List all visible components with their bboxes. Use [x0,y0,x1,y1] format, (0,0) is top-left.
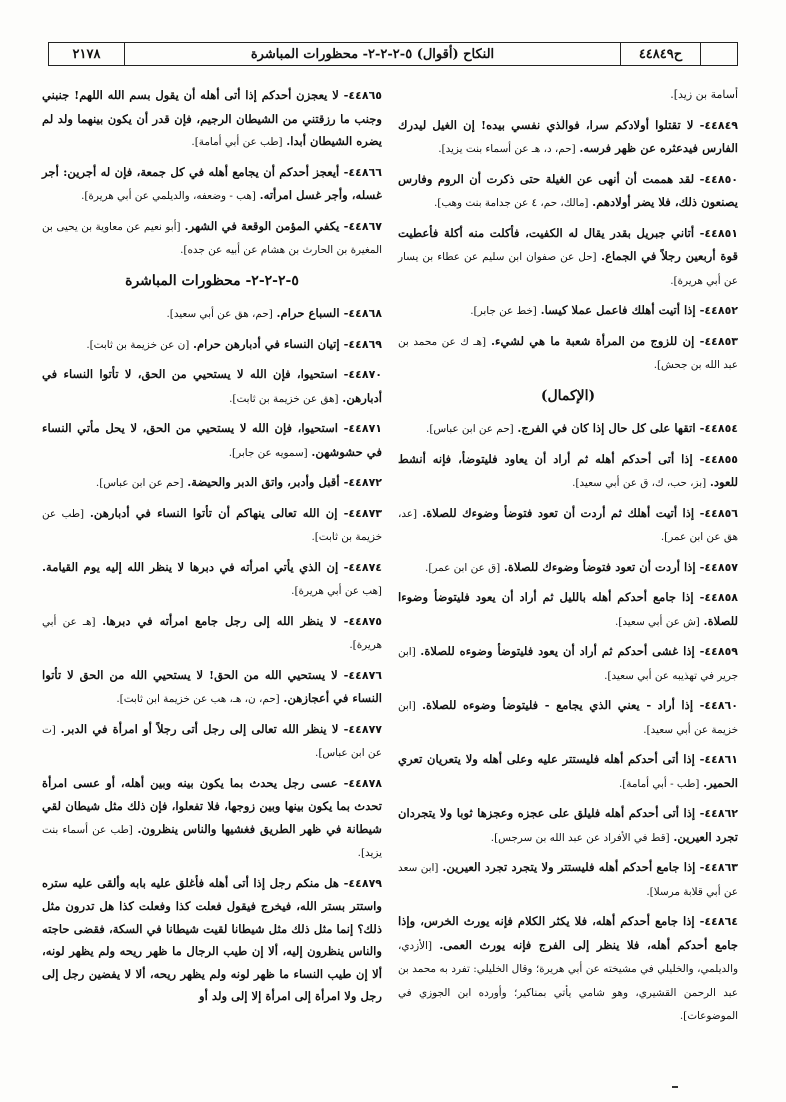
hadith-text: - السباع حرام. [276,306,349,320]
hadith-number: ٤٤٨٦٠ [704,699,738,712]
hadith-entry [398,502,738,549]
hadith-source: [هب - وضعفه، والديلمي عن أبي هريرة]. [81,190,256,202]
hadith-entry [398,168,738,215]
hadith-source: [هـ ك عن محمد بن عبد الله بن جحش]. [398,335,738,371]
hadith-entry [42,556,382,603]
hadith-entry [398,748,738,795]
hadith-entry [398,856,738,903]
hadith-entry [398,114,738,161]
hadith-text: - إن الذي يأتي امرأته في دبرها لا ينظر الله إليه يوم القيامة. [42,559,349,574]
left-column [42,84,382,1016]
hadith-source: [طب عن خزيمة بن ثابت]. [42,507,382,543]
hadith-source: [طب عن أبي أمامة]. [191,136,283,148]
hadith-text: - إذا أتى أحدكم أهله ثم أراد أن يعاود فليتوضأ، فإنه أنشط للعود. [398,451,738,489]
hadith-entry [398,556,738,580]
hadith-number: ٤٤٨٥٠ [704,172,738,186]
hadith-source: [طب عن أسماء بنت يزيد]. [42,823,382,859]
hadith-number: ٤٤٨٤٩ [704,118,738,132]
hadith-source: [ن عن خزيمة بن ثابت]. [86,338,190,351]
hadith-text: - استحيوا، فإن الله لا يستحيي من الحق، لا يحل مأتي النساء في حشوشهن. [42,421,382,459]
hadith-number: ٤٤٨٧٨ [348,776,382,790]
hadith-entry [42,872,382,1009]
hadith-number: ٤٤٨٦٨ [348,307,382,320]
hadith-text: - استحيوا، فإن الله لا يستحيي من الحق، لا تأتوا النساء في أدبارهن. [42,367,382,405]
hadith-entry [42,718,382,765]
hadith-text: - لا يعجزن أحدكم إذا أتى أهله أن يقول بسم الله اللهم! جنبني وجنب ما رزقتني من الشيطان الرجيم، فإن قدر أن يكون بينهما ولد لم يضره الشيطان أبدا. [42,88,382,148]
hadith-source: [مالك، حم، ٤ عن جدامة بنت وهب]. [434,197,589,209]
hadith-source: [هـ عن أبي هريرة]. [42,615,382,651]
hadith-entry [398,694,738,741]
hadith-text: - إذا أتى أحدكم أهله فليستتر عليه وعلى أهله ولا يتعريان تعري الحمير. [398,752,738,790]
hadith-entry [42,161,382,208]
section-title-ikmal: (الإكمال) [540,387,596,404]
hadith-number: ٤٤٨٥٢ [704,304,738,317]
hadith-number: ٤٤٨٥٨ [704,591,738,604]
hadith-number: ٤٤٨٧٠ [348,368,382,381]
hadith-text: - عسى رجل يحدث بما يكون بينه وبين أهله، أو عسى امرأة تحدث بما يكون بينها وبين زوجها، فلا تفعلوا، فإن ذلك مثل شيطان لقي شيطانة في ظهر الطريق فغشيها والناس ينظرون. [42,775,382,836]
continued-source: أسامة بن زيد]. [670,88,738,101]
hadith-number: ٤٤٨٧٢ [348,476,382,489]
hadith-number: ٤٤٨٧٦ [348,668,382,682]
hadith-number: ٤٤٨٥٥ [704,452,738,466]
hadith-number: ٤٤٨٧٥ [348,614,383,628]
hadith-source: [ق عن ابن عمر]. [425,561,501,574]
hadith-number: ٤٤٨٧٧ [348,722,382,736]
hadith-source: [أبو نعيم عن معاوية بن يحيى بن المغيرة بن الحارث بن هشام عن أبيه عن جده]. [42,220,382,256]
hadith-text: - لا يستحيي الله من الحق! لا يستحيي الله من الحق لا تأتوا النساء في أعجازهن. [42,667,382,705]
hadith-entry [42,302,382,326]
page-number: ٢١٧٨ [49,43,125,65]
hadith-text: - إتيان النساء في أدبارهن حرام. [192,336,349,351]
hadith-number: ٤٤٨٦٧ [348,219,383,233]
hadith-number: ٤٤٨٦١ [704,753,738,766]
hadith-text: - أقبل وأدبر، واتق الدبر والحيضة. [187,475,349,489]
hadith-text: - إذا أردت أن تعود فتوضأ وضوءك للصلاة. [503,559,705,574]
hadith-text: - إذا جامع أحدكم أهله فليستتر ولا يتجرد تجرد العيرين. [442,860,705,874]
hadith-text: - اتقها على كل حال إذا كان في الفرج. [517,421,705,435]
hadith-entry [42,417,382,464]
section-title-prohibitions: ٥-٢-٢-٢- محظورات المباشرة [125,272,299,289]
header-blank-cell [701,43,737,65]
page-header [48,42,738,66]
left-entries-group-2 [42,302,382,1009]
hadith-number: ٤٤٨٧١ [348,422,382,435]
hadith-entry [398,299,738,323]
footer-mark [672,1086,678,1088]
hadith-entry [398,802,738,849]
hadith-source: [سمويه عن جابر]. [228,446,308,459]
right-column [398,84,738,1035]
hadith-text: - إذا غشى أحدكم ثم أراد أن يعود فليتوضأ وضوءه للصلاة. [420,644,705,658]
hadith-source: [حم عن ابن عباس]. [426,423,514,435]
hadith-entry [398,640,738,687]
hadith-source: [ش عن أبي سعيد]. [614,615,700,628]
right-entries-group-2 [398,417,738,1028]
hadith-text: - إذا أتى أحدكم أهله فليلق على عجزه وعجزها ثوبا ولا يتجردان تجرد العيرين. [398,806,738,844]
hadith-text: - لا ينظر الله تعالى إلى رجل أتى رجلاً أو امرأة في الدبر. [60,721,349,736]
hadith-source: [هب عن أبي هريرة]. [291,585,382,597]
hadith-entry [398,586,738,633]
hadith-number: ٤٤٨٦٦ [348,165,382,179]
hadith-number: ٤٤٨٦٩ [348,337,382,351]
hadith-number: ٤٤٨٧٤ [348,560,382,574]
hadith-number: ٤٤٨٥٩ [704,645,738,658]
hadith-text: - إذا جامع أحدكم أهله بالليل ثم أراد أن يعود فليتوضأ وضوءا للصلاة. [398,590,738,628]
hadith-source: [بز، حب، ك، ق عن أبي سعيد]. [572,477,707,489]
hadith-entry [42,215,382,262]
hadith-text: - لقد هممت أن أنهى عن الغيلة حتى ذكرت أن الروم وفارس يصنعون ذلك، فلا يضر أولادهم. [398,171,738,209]
hadith-entry [398,448,738,495]
hadith-number: ٤٤٨٥٧ [704,560,738,574]
hadith-number: ٤٤٨٥٣ [704,334,739,348]
hadith-source: [حم عن ابن عباس]. [95,477,184,489]
hadith-text: - أتاني جبريل بقدر يقال له الكفيت، فأكلت منه أكلة فأعطيت قوة أربعين رجلاً في الجماع. [398,225,739,263]
hadith-entry [42,502,382,549]
hadith-source: [ابن خزيمة عن أبي سعيد]. [398,700,738,736]
hadith-entry [398,330,738,377]
hadith-entry [42,772,382,865]
hadith-entry [42,664,382,711]
hadith-source: [ابن سعد عن أبي قلابة مرسلا]. [398,862,738,898]
hadith-source: [خط عن جابر]. [470,305,537,317]
hadith-entry [398,417,738,441]
hadith-number: ٤٤٨٥٦ [704,506,738,520]
hadith-source: [عد، هق عن ابن عمر]. [398,507,738,543]
hadith-number: ٤٤٨٧٣ [348,506,382,520]
hadith-text: - لا ينظر الله إلى رجل جامع امرأته في دبرها. [102,613,349,628]
hadith-text: - هل منكم رجل إذا أتى أهله فأغلق عليه بابه وألقى عليه ستره واستتر بستر الله، فيخرج فيقول فعلت كذا وفعلت كذا هل تدرون مثل ذلك؟ إنما مثل ذلك مثل شيطانا لقيت شيطانا في السكة، فقضى حاجته والناس ينظرون إليه، ألا إن طيب الرجال ما ظهر ريحه ولم يظهر لونه، ألا إن طيب النساء ما ظهر لونه ولم يظهر ريحه، ألا لا يفضين رجل إلى رجل ولا امرأة إلى امرأة إلا إلى ولد أو [42,875,382,1003]
hadith-source: [هق عن خزيمة بن ثابت]. [229,392,339,405]
hadith-source: [حم، هق عن أبي سعيد]. [166,308,273,320]
hadith-text: - يكفي المؤمن الوقعة في الشهر. [184,218,349,233]
hadith-number: ٤٤٨٧٩ [348,876,382,890]
hadith-entry [398,222,738,293]
hadith-source: [ابن جرير في تهذيبه عن أبي سعيد]. [398,646,738,682]
hadith-entry [42,610,382,657]
hadith-entry [398,910,738,1028]
hadith-number: ٤٤٨٥١ [704,226,738,240]
hadith-text: - إذا أتيت أهلك فاعمل عملا كيسا. [540,303,705,317]
hadith-text: - إذا جامع أحدكم أهله، فلا يكثر الكلام فإنه يورث الخرس، وإذا جامع أحدكم أهله، فلا ينظر إلى الفرج فإنه يورث العمى. [398,914,738,952]
hadith-source: [الأزدي، والديلمي، والخليلي في مشيخته عن أبي هريرة؛ وقال الخليلي: تفرد به محمد بن عبد الرحمن القشيري، وهو شامي يأتي بمناكير؛ وأورده ابن الجوزي في الموضوعات]. [398,939,738,1022]
hadith-entry [42,84,382,154]
left-entries-group-1 [42,84,382,262]
hadith-number: ٤٤٨٦٣ [704,861,738,874]
hadith-source: [حم، ن، هـ، هب عن خزيمة ابن ثابت]. [116,693,280,705]
running-title: النكاح (أقوال) ٥-٢-٢-٢- محظورات المباشرة [125,43,621,65]
hadith-text: - أيعجز أحدكم أن يجامع أهله في كل جمعة، فإن له أجرين: أجر غسله، وأجر غسل امرأته. [42,164,382,202]
hadith-number: ٤٤٨٥٤ [704,422,738,435]
hadith-text: - إذا أتيت أهلك ثم أردت أن تعود فتوضأ وضوءك للصلاة. [422,505,705,520]
hadith-source: [حم، د، هـ عن أسماء بنت يزيد]. [438,143,576,155]
right-entries-group-1 [398,114,738,377]
hadith-text: - لا تقتلوا أولادكم سرا، فوالذي نفسي بيده! إن الغيل ليدرك الفارس فيدعثره عن ظهر فرسه. [398,117,738,155]
hadith-text: - إن الله تعالى ينهاكم أن تأتوا النساء في أدبارهن. [89,505,349,520]
hadith-number: ٤٤٨٦٤ [704,915,738,928]
hadith-source: [قط في الأفراد عن عبد الله بن سرجس]. [490,831,670,844]
hadith-entry [42,363,382,410]
hadith-number: ٤٤٨٦٢ [704,807,738,820]
hadith-source: [ت عن ابن عباس]. [42,723,382,759]
hadith-number: ٤٤٨٦٥ [348,89,382,102]
hadith-source: [حل عن صفوان ابن سليم عن عطاء بن يسار عن أبي هريرة]. [398,251,738,287]
hadith-source: [طب - أبي أمامة]. [618,777,700,790]
hadith-range-code: ح٤٤٨٤٩ [621,43,701,65]
hadith-text: - إذا أراد - يعني الذي يجامع - فليتوضأ وضوءه للصلاة. [421,698,705,712]
hadith-text: - إن للزوج من المرأة شعبة ما هي لشيء. [490,333,705,348]
hadith-entry [42,471,382,495]
hadith-entry [42,333,382,357]
